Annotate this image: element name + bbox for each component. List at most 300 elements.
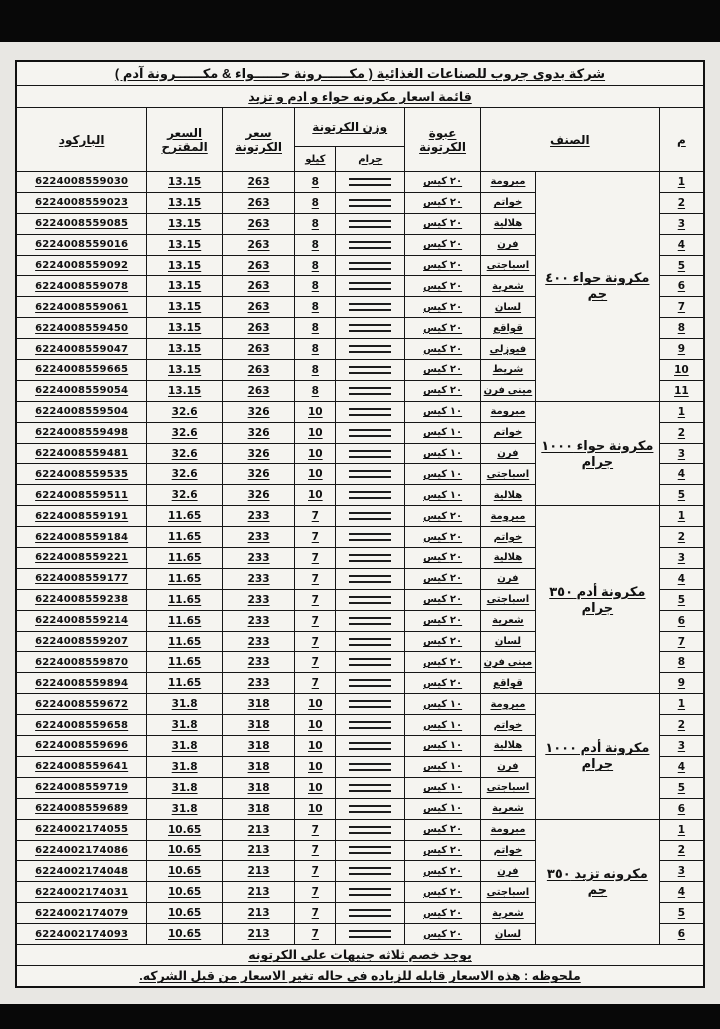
row-index-cell: 4 xyxy=(659,756,704,777)
kilo-cell: 7 xyxy=(295,568,336,589)
gram-placeholder-rule xyxy=(349,805,391,813)
suggested-price-cell: 11.65 xyxy=(147,652,223,673)
gram-placeholder-rule xyxy=(349,658,391,666)
carton-price-cell: 326 xyxy=(222,422,294,443)
col-header-carton-price: سعر الكرتونة xyxy=(222,108,294,172)
pack-cell: ٢٠ كيس xyxy=(405,548,481,569)
suggested-price-cell: 32.6 xyxy=(147,464,223,485)
kilo-cell: 8 xyxy=(295,234,336,255)
gram-cell xyxy=(336,673,405,694)
carton-price-cell: 318 xyxy=(222,715,294,736)
carton-price-cell: 263 xyxy=(222,297,294,318)
gram-cell xyxy=(336,840,405,861)
suggested-price-cell: 31.8 xyxy=(147,798,223,819)
carton-price-cell: 233 xyxy=(222,527,294,548)
barcode-cell: 6224008559450 xyxy=(16,318,147,339)
pack-cell: ٢٠ كيس xyxy=(405,840,481,861)
row-index-cell: 2 xyxy=(659,715,704,736)
kilo-cell: 8 xyxy=(295,380,336,401)
pack-cell: ٢٠ كيس xyxy=(405,297,481,318)
gram-cell xyxy=(336,318,405,339)
col-header-weight: وزن الكرتونة xyxy=(295,108,405,147)
item-name-cell: هلالية xyxy=(480,213,535,234)
gram-cell xyxy=(336,255,405,276)
pack-cell: ١٠ كيس xyxy=(405,798,481,819)
kilo-cell: 7 xyxy=(295,861,336,882)
kilo-cell: 8 xyxy=(295,213,336,234)
suggested-price-cell: 13.15 xyxy=(147,360,223,381)
item-name-cell: مبرومة xyxy=(480,506,535,527)
carton-price-cell: 263 xyxy=(222,255,294,276)
row-index-cell: 6 xyxy=(659,924,704,945)
suggested-price-cell: 13.15 xyxy=(147,339,223,360)
kilo-cell: 7 xyxy=(295,882,336,903)
row-index-cell: 5 xyxy=(659,903,704,924)
kilo-cell: 8 xyxy=(295,297,336,318)
group-label-cell: مكرونة حواء ١٠٠٠ جرام xyxy=(535,401,659,505)
gram-cell xyxy=(336,777,405,798)
suggested-price-cell: 32.6 xyxy=(147,443,223,464)
row-index-cell: 1 xyxy=(659,401,704,422)
barcode-cell: 6224008559511 xyxy=(16,485,147,506)
kilo-cell: 7 xyxy=(295,506,336,527)
suggested-price-cell: 10.65 xyxy=(147,903,223,924)
item-name-cell: فرن xyxy=(480,861,535,882)
kilo-cell: 7 xyxy=(295,840,336,861)
barcode-cell: 6224008559184 xyxy=(16,527,147,548)
company-title-row xyxy=(16,61,704,86)
row-index-cell: 4 xyxy=(659,882,704,903)
gram-cell xyxy=(336,213,405,234)
suggested-price-cell: 10.65 xyxy=(147,840,223,861)
row-index-cell: 5 xyxy=(659,589,704,610)
row-index-cell: 1 xyxy=(659,819,704,840)
suggested-price-cell: 32.6 xyxy=(147,401,223,422)
carton-price-cell: 233 xyxy=(222,610,294,631)
gram-placeholder-rule xyxy=(349,262,391,270)
carton-price-cell: 233 xyxy=(222,673,294,694)
col-header-pack: عبوة الكرتونة xyxy=(405,108,481,172)
gram-placeholder-rule xyxy=(349,408,391,416)
gram-cell xyxy=(336,485,405,506)
row-index-cell: 5 xyxy=(659,777,704,798)
carton-price-cell: 318 xyxy=(222,694,294,715)
row-index-cell: 4 xyxy=(659,464,704,485)
item-name-cell: خواتم xyxy=(480,840,535,861)
paper-photo xyxy=(0,42,720,1004)
suggested-price-cell: 11.65 xyxy=(147,631,223,652)
pack-cell: ٢٠ كيس xyxy=(405,192,481,213)
kilo-cell: 8 xyxy=(295,360,336,381)
pack-cell: ١٠ كيس xyxy=(405,485,481,506)
gram-cell xyxy=(336,882,405,903)
barcode-cell: 6224008559498 xyxy=(16,422,147,443)
row-index-cell: 3 xyxy=(659,443,704,464)
pack-cell: ٢٠ كيس xyxy=(405,568,481,589)
item-name-cell: مينى فرن xyxy=(480,652,535,673)
barcode-cell: 6224008559870 xyxy=(16,652,147,673)
item-name-cell: قواقع xyxy=(480,318,535,339)
col-header-item: الصنف xyxy=(480,108,659,172)
suggested-price-cell: 31.8 xyxy=(147,694,223,715)
barcode-cell: 6224008559719 xyxy=(16,777,147,798)
barcode-cell: 6224008559894 xyxy=(16,673,147,694)
group-label-cell: مكرونة حواء ٤٠٠ جم xyxy=(535,172,659,402)
carton-price-cell: 263 xyxy=(222,360,294,381)
item-name-cell: هلالية xyxy=(480,485,535,506)
gram-cell xyxy=(336,589,405,610)
row-index-cell: 9 xyxy=(659,673,704,694)
table-row xyxy=(16,506,704,527)
barcode-cell: 6224008559047 xyxy=(16,339,147,360)
row-index-cell: 2 xyxy=(659,840,704,861)
kilo-cell: 8 xyxy=(295,172,336,193)
barcode-cell: 6224008559535 xyxy=(16,464,147,485)
carton-price-cell: 318 xyxy=(222,798,294,819)
suggested-price-cell: 13.15 xyxy=(147,297,223,318)
item-name-cell: خواتم xyxy=(480,192,535,213)
pack-cell: ١٠ كيس xyxy=(405,422,481,443)
gram-placeholder-rule xyxy=(349,638,391,646)
carton-price-cell: 263 xyxy=(222,172,294,193)
kilo-cell: 10 xyxy=(295,756,336,777)
row-index-cell: 3 xyxy=(659,213,704,234)
pack-cell: ١٠ كيس xyxy=(405,715,481,736)
row-index-cell: 3 xyxy=(659,861,704,882)
suggested-price-cell: 10.65 xyxy=(147,882,223,903)
gram-placeholder-rule xyxy=(349,721,391,729)
kilo-cell: 8 xyxy=(295,192,336,213)
item-name-cell: اسباجتى xyxy=(480,255,535,276)
row-index-cell: 6 xyxy=(659,276,704,297)
pack-cell: ١٠ كيس xyxy=(405,401,481,422)
row-index-cell: 4 xyxy=(659,568,704,589)
pack-cell: ٢٠ كيس xyxy=(405,506,481,527)
barcode-cell: 6224008559092 xyxy=(16,255,147,276)
col-header-suggested-price: السعر المقترح xyxy=(147,108,223,172)
carton-price-cell: 263 xyxy=(222,339,294,360)
col-header-barcode: الباركود xyxy=(16,108,147,172)
pack-cell: ٢٠ كيس xyxy=(405,861,481,882)
gram-placeholder-rule xyxy=(349,596,391,604)
carton-price-cell: 233 xyxy=(222,568,294,589)
group-label-cell: مكرونة أدم ٣٥٠ جرام xyxy=(535,506,659,694)
item-name-cell: شعرية xyxy=(480,276,535,297)
kilo-cell: 10 xyxy=(295,777,336,798)
gram-cell xyxy=(336,339,405,360)
kilo-cell: 7 xyxy=(295,924,336,945)
suggested-price-cell: 10.65 xyxy=(147,819,223,840)
kilo-cell: 7 xyxy=(295,527,336,548)
suggested-price-cell: 32.6 xyxy=(147,422,223,443)
barcode-cell: 6224008559030 xyxy=(16,172,147,193)
item-name-cell: خواتم xyxy=(480,715,535,736)
pack-cell: ٢٠ كيس xyxy=(405,673,481,694)
gram-cell xyxy=(336,276,405,297)
gram-placeholder-rule xyxy=(349,888,391,896)
gram-cell xyxy=(336,694,405,715)
barcode-cell: 6224002174055 xyxy=(16,819,147,840)
barcode-cell: 6224008559641 xyxy=(16,756,147,777)
row-index-cell: 5 xyxy=(659,255,704,276)
barcode-cell: 6224008559665 xyxy=(16,360,147,381)
carton-price-cell: 233 xyxy=(222,631,294,652)
pack-cell: ٢٠ كيس xyxy=(405,234,481,255)
pack-cell: ٢٠ كيس xyxy=(405,903,481,924)
carton-price-cell: 233 xyxy=(222,589,294,610)
gram-placeholder-rule xyxy=(349,679,391,687)
gram-cell xyxy=(336,903,405,924)
group-label-cell: مكرونه تزيد ٣٥٠ جم xyxy=(535,819,659,944)
price-change-note-row xyxy=(16,965,704,987)
suggested-price-cell: 11.65 xyxy=(147,548,223,569)
pack-cell: ٢٠ كيس xyxy=(405,318,481,339)
carton-price-cell: 263 xyxy=(222,276,294,297)
pack-cell: ٢٠ كيس xyxy=(405,339,481,360)
carton-price-cell: 326 xyxy=(222,485,294,506)
suggested-price-cell: 11.65 xyxy=(147,527,223,548)
gram-placeholder-rule xyxy=(349,303,391,311)
suggested-price-cell: 32.6 xyxy=(147,485,223,506)
gram-cell xyxy=(336,527,405,548)
barcode-cell: 6224008559207 xyxy=(16,631,147,652)
pack-cell: ٢٠ كيس xyxy=(405,819,481,840)
gram-cell xyxy=(336,297,405,318)
item-name-cell: مبرومة xyxy=(480,401,535,422)
kilo-cell: 7 xyxy=(295,673,336,694)
pack-cell: ٢٠ كيس xyxy=(405,172,481,193)
suggested-price-cell: 11.65 xyxy=(147,506,223,527)
pack-cell: ١٠ كيس xyxy=(405,777,481,798)
row-index-cell: 2 xyxy=(659,422,704,443)
table-row xyxy=(16,694,704,715)
item-name-cell: اسباجتى xyxy=(480,589,535,610)
pack-cell: ٢٠ كيس xyxy=(405,527,481,548)
kilo-cell: 8 xyxy=(295,255,336,276)
discount-note-row xyxy=(16,944,704,965)
gram-placeholder-rule xyxy=(349,345,391,353)
pack-cell: ٢٠ كيس xyxy=(405,631,481,652)
kilo-cell: 7 xyxy=(295,548,336,569)
row-index-cell: 3 xyxy=(659,548,704,569)
gram-cell xyxy=(336,715,405,736)
carton-price-cell: 263 xyxy=(222,192,294,213)
gram-placeholder-rule xyxy=(349,366,391,374)
gram-cell xyxy=(336,819,405,840)
row-index-cell: 3 xyxy=(659,736,704,757)
carton-price-cell: 326 xyxy=(222,443,294,464)
item-name-cell: هلالية xyxy=(480,736,535,757)
barcode-cell: 6224002174086 xyxy=(16,840,147,861)
gram-placeholder-rule xyxy=(349,575,391,583)
suggested-price-cell: 13.15 xyxy=(147,213,223,234)
carton-price-cell: 213 xyxy=(222,819,294,840)
item-name-cell: لسان xyxy=(480,297,535,318)
row-index-cell: 1 xyxy=(659,694,704,715)
pack-cell: ١٠ كيس xyxy=(405,464,481,485)
gram-placeholder-rule xyxy=(349,241,391,249)
carton-price-cell: 326 xyxy=(222,464,294,485)
price-change-note: ملحوظه : هذه الاسعار قابله للزياده فى حاله تغير الاسعار من قبل الشركه. xyxy=(139,969,581,984)
barcode-cell: 6224008559672 xyxy=(16,694,147,715)
discount-note: يوجد خصم ثلاثه جنيهات على الكرتونه xyxy=(248,948,472,963)
company-title: شركة بدوى جروب للصناعات الغذائية ( مكــــــرونة حــــــواء & مكــــــرونة آدم ) xyxy=(114,65,606,81)
barcode-cell: 6224008559504 xyxy=(16,401,147,422)
gram-cell xyxy=(336,380,405,401)
barcode-cell: 6224008559078 xyxy=(16,276,147,297)
suggested-price-cell: 13.15 xyxy=(147,192,223,213)
gram-cell xyxy=(336,548,405,569)
gram-placeholder-rule xyxy=(349,324,391,332)
top-letterbox xyxy=(0,0,720,42)
item-name-cell: فرن xyxy=(480,234,535,255)
barcode-cell: 6224008559689 xyxy=(16,798,147,819)
gram-cell xyxy=(336,422,405,443)
item-name-cell: فرن xyxy=(480,756,535,777)
kilo-cell: 10 xyxy=(295,736,336,757)
item-name-cell: مبرومة xyxy=(480,694,535,715)
suggested-price-cell: 11.65 xyxy=(147,568,223,589)
carton-price-cell: 263 xyxy=(222,380,294,401)
suggested-price-cell: 31.8 xyxy=(147,736,223,757)
row-index-cell: 8 xyxy=(659,318,704,339)
pack-cell: ٢٠ كيس xyxy=(405,276,481,297)
row-index-cell: 5 xyxy=(659,485,704,506)
kilo-cell: 10 xyxy=(295,798,336,819)
pack-cell: ١٠ كيس xyxy=(405,736,481,757)
pack-cell: ٢٠ كيس xyxy=(405,380,481,401)
gram-placeholder-rule xyxy=(349,742,391,750)
gram-cell xyxy=(336,861,405,882)
gram-placeholder-rule xyxy=(349,784,391,792)
gram-placeholder-rule xyxy=(349,909,391,917)
kilo-cell: 10 xyxy=(295,694,336,715)
gram-cell xyxy=(336,631,405,652)
gram-placeholder-rule xyxy=(349,387,391,395)
item-name-cell: لسان xyxy=(480,924,535,945)
gram-placeholder-rule xyxy=(349,178,391,186)
kilo-cell: 10 xyxy=(295,715,336,736)
col-header-index: م xyxy=(659,108,704,172)
carton-price-cell: 213 xyxy=(222,903,294,924)
suggested-price-cell: 11.65 xyxy=(147,589,223,610)
pack-cell: ٢٠ كيس xyxy=(405,360,481,381)
barcode-cell: 6224008559177 xyxy=(16,568,147,589)
item-name-cell: هلالية xyxy=(480,548,535,569)
carton-price-cell: 213 xyxy=(222,840,294,861)
suggested-price-cell: 31.8 xyxy=(147,756,223,777)
gram-cell xyxy=(336,798,405,819)
carton-price-cell: 213 xyxy=(222,882,294,903)
row-index-cell: 6 xyxy=(659,610,704,631)
carton-price-cell: 263 xyxy=(222,213,294,234)
kilo-cell: 8 xyxy=(295,318,336,339)
item-name-cell: مبرومة xyxy=(480,172,535,193)
gram-placeholder-rule xyxy=(349,533,391,541)
item-name-cell: فرن xyxy=(480,443,535,464)
kilo-cell: 7 xyxy=(295,652,336,673)
carton-price-cell: 233 xyxy=(222,548,294,569)
item-name-cell: مبرومة xyxy=(480,819,535,840)
pack-cell: ٢٠ كيس xyxy=(405,652,481,673)
gram-cell xyxy=(336,924,405,945)
suggested-price-cell: 13.15 xyxy=(147,380,223,401)
carton-price-cell: 233 xyxy=(222,506,294,527)
gram-placeholder-rule xyxy=(349,450,391,458)
suggested-price-cell: 31.8 xyxy=(147,777,223,798)
subtitle-row xyxy=(16,86,704,108)
barcode-cell: 6224008559054 xyxy=(16,380,147,401)
item-name-cell: شعرية xyxy=(480,903,535,924)
kilo-cell: 7 xyxy=(295,589,336,610)
gram-cell xyxy=(336,360,405,381)
barcode-cell: 6224008559085 xyxy=(16,213,147,234)
gram-cell xyxy=(336,464,405,485)
barcode-cell: 6224002174048 xyxy=(16,861,147,882)
suggested-price-cell: 10.65 xyxy=(147,924,223,945)
barcode-cell: 6224008559238 xyxy=(16,589,147,610)
row-index-cell: 4 xyxy=(659,234,704,255)
carton-price-cell: 213 xyxy=(222,861,294,882)
price-rows xyxy=(16,172,704,945)
item-name-cell: شعرية xyxy=(480,610,535,631)
table-row xyxy=(16,401,704,422)
row-index-cell: 7 xyxy=(659,297,704,318)
barcode-cell: 6224008559016 xyxy=(16,234,147,255)
suggested-price-cell: 13.15 xyxy=(147,318,223,339)
suggested-price-cell: 13.15 xyxy=(147,276,223,297)
barcode-cell: 6224008559061 xyxy=(16,297,147,318)
gram-cell xyxy=(336,172,405,193)
row-index-cell: 9 xyxy=(659,339,704,360)
kilo-cell: 8 xyxy=(295,276,336,297)
row-index-cell: 2 xyxy=(659,192,704,213)
group-label-cell: مكرونة أدم ١٠٠٠ جرام xyxy=(535,694,659,819)
kilo-cell: 10 xyxy=(295,443,336,464)
carton-price-cell: 318 xyxy=(222,736,294,757)
kilo-cell: 7 xyxy=(295,610,336,631)
suggested-price-cell: 13.15 xyxy=(147,255,223,276)
barcode-cell: 6224008559191 xyxy=(16,506,147,527)
gram-placeholder-rule xyxy=(349,282,391,290)
suggested-price-cell: 11.65 xyxy=(147,610,223,631)
gram-placeholder-rule xyxy=(349,470,391,478)
barcode-cell: 6224008559481 xyxy=(16,443,147,464)
gram-cell xyxy=(336,756,405,777)
gram-cell xyxy=(336,192,405,213)
pack-cell: ١٠ كيس xyxy=(405,756,481,777)
row-index-cell: 2 xyxy=(659,527,704,548)
gram-cell xyxy=(336,736,405,757)
pack-cell: ٢٠ كيس xyxy=(405,924,481,945)
item-name-cell: فرن xyxy=(480,568,535,589)
gram-placeholder-rule xyxy=(349,826,391,834)
item-name-cell: شريط xyxy=(480,360,535,381)
price-list-sheet xyxy=(15,60,705,988)
row-index-cell: 11 xyxy=(659,380,704,401)
pack-cell: ٢٠ كيس xyxy=(405,882,481,903)
suggested-price-cell: 10.65 xyxy=(147,861,223,882)
price-table xyxy=(15,60,705,988)
barcode-cell: 6224002174031 xyxy=(16,882,147,903)
kilo-cell: 7 xyxy=(295,903,336,924)
gram-cell xyxy=(336,443,405,464)
row-index-cell: 1 xyxy=(659,506,704,527)
kilo-cell: 10 xyxy=(295,401,336,422)
gram-placeholder-rule xyxy=(349,429,391,437)
barcode-cell: 6224008559658 xyxy=(16,715,147,736)
carton-price-cell: 326 xyxy=(222,401,294,422)
